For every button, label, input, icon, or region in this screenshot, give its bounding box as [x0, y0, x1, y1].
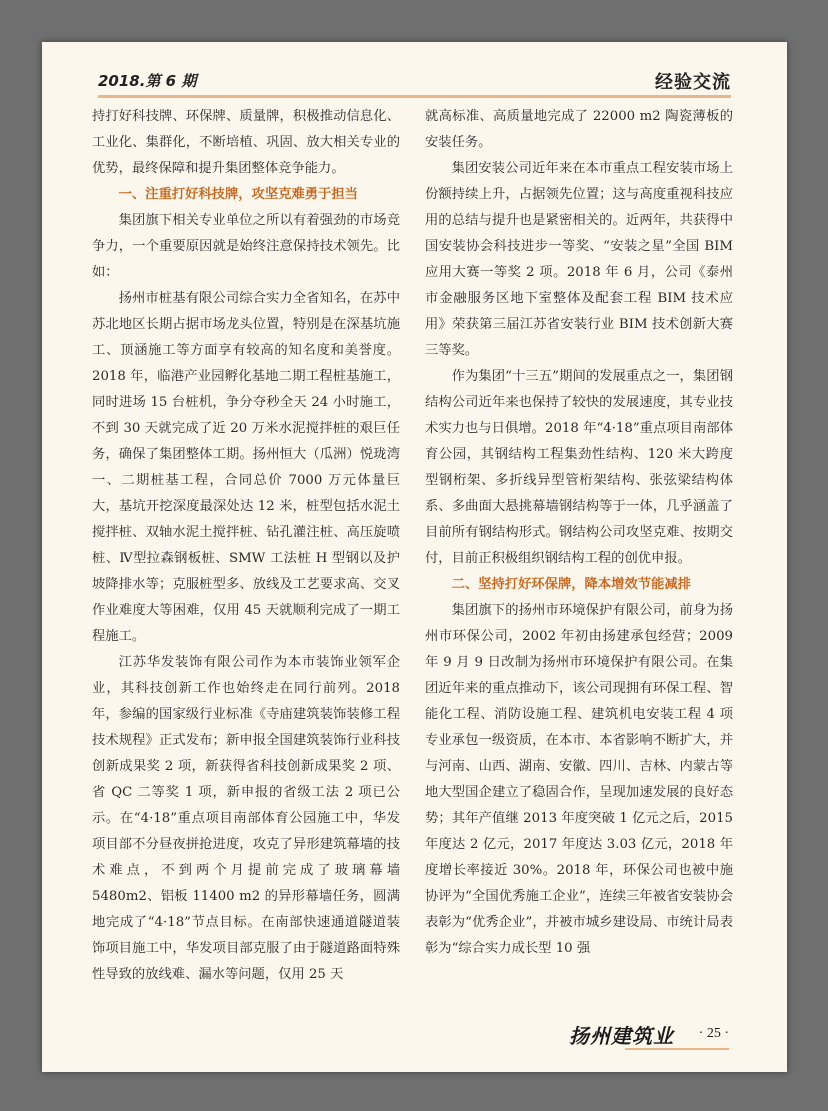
paragraph: 江苏华发装饰有限公司作为本市装饰业领军企业，其科技创新工作也始终走在同行前列。2018 年，参编的国家级行业标准《寺庙建筑装饰装修工程技术规程》正式发布；新申报全国建筑装饰行业科技创新成果奖 2 项，新获得省科技创新成果奖 2 项、省 QC 二等奖 1 项，新申报的省级工法 2 项已公示。在“4·18”重点项目南部体育公园施工中，华发项目部不分昼夜拼抢进度，攻克了异形建筑幕墙的技术难点，不到两个月提前完成了玻璃幕墙 5480m2、铝板 11400 m2 的异形幕墙任务，圆满地完成了“4·18”节点目标。在南部快速通道隧道装饰项目施工中，华发项目部克服了由于隧道路面特殊性导致的放线难、漏水等问题，仅用 25 天	[92, 655, 400, 982]
page-footer	[569, 1020, 729, 1050]
left-column	[92, 104, 400, 988]
right-column	[425, 104, 733, 962]
section-heading: 一、注重打好科技牌，攻坚克难勇于担当	[118, 187, 358, 202]
section-title: 经验交流	[655, 72, 731, 93]
document-page	[42, 42, 787, 1072]
page-header	[98, 68, 731, 96]
paragraph: 集团旗下相关专业单位之所以有着强劲的市场竞争力，一个重要原因就是始终注意保持技术领先。比如：	[92, 213, 400, 280]
header-rule	[98, 95, 731, 98]
page-number: · 25 ·	[698, 1026, 729, 1041]
footer-rule	[625, 1048, 729, 1050]
section-heading: 二、坚持打好环保牌，降本增效节能减排	[451, 577, 691, 592]
issue-label: 2018.第 6 期	[98, 72, 197, 90]
paragraph: 就高标准、高质量地完成了 22000 m2 陶瓷薄板的安装任务。	[425, 109, 733, 150]
paragraph: 集团安装公司近年来在本市重点工程安装市场上份额持续上升，占据领先位置；这与高度重视科技应用的总结与提升也是紧密相关的。近两年，共获得中国安装协会科技进步一等奖、“安装之星”全国 BIM 应用大赛一等奖 2 项。2018 年 6 月，公司《泰州市金融服务区地下室整体及配套工程 BIM 技术应用》荣获第三届江苏省安装行业 BIM 技术创新大赛三等奖。	[425, 161, 733, 358]
paragraph: 持打好科技牌、环保牌、质量牌，积极推动信息化、工业化、集群化，不断培植、巩固、放大相关专业的优势，最终保障和提升集团整体竞争能力。	[92, 109, 400, 176]
paragraph: 集团旗下的扬州市环境保护有限公司，前身为扬州市环保公司，2002 年初由扬建承包经营；2009 年 9 月 9 日改制为扬州市环境保护有限公司。在集团近年来的重点推动下，该公司现拥有环保工程、智能化工程、消防设施工程、建筑机电安装工程 4 项专业承包一级资质，在本市、本省影响不断扩大，并与河南、山西、湖南、安徽、四川、吉林、内蒙古等地大型国企建立了稳固合作，呈现加速发展的良好态势；其年产值继 2013 年度突破 1 亿元之后，2015 年度达 2 亿元，2017 年度达 3.03 亿元，2018 年度增长率接近 30%。2018 年，环保公司也被中施协评为“全国优秀施工企业”，连续三年被省安装协会表彰为“优秀企业”，并被市城乡建设局、市统计局表彰为“综合实力成长型 10 强	[425, 603, 733, 956]
paragraph: 作为集团“十三五”期间的发展重点之一，集团钢结构公司近年来也保持了较快的发展速度，其专业技术实力也与日俱增。2018 年“4·18”重点项目南部体育公园，其钢结构工程集劲性结构、120 米大跨度型钢桁架、多折线异型管桁架结构、张弦梁结构体系、多曲面大悬挑幕墙钢结构等于一体，几乎涵盖了目前所有钢结构形式。钢结构公司攻坚克难、按期交付，目前正积极组织钢结构工程的创优申报。	[425, 369, 733, 566]
paragraph: 扬州市桩基有限公司综合实力全省知名，在苏中苏北地区长期占据市场龙头位置，特别是在深基坑施工、顶涵施工等方面享有较高的知名度和美誉度。2018 年，临港产业园孵化基地二期工程桩基施工，同时进场 15 台桩机，争分夺秒全天 24 小时施工，不到 30 天就完成了近 20 万米水泥搅拌桩的艰巨任务，确保了集团整体工期。扬州恒大（瓜洲）悦珑湾一、二期桩基工程，合同总价 7000 万元体量巨大，基坑开挖深度最深处达 12 米，桩型包括水泥土搅拌桩、双轴水泥土搅拌桩、钻孔灌注桩、高压旋喷桩、Ⅳ型拉森钢板桩、SMW 工法桩 H 型钢以及护坡降排水等；克服桩型多、放线及工艺要求高、交叉作业难度大等困难，仅用 45 天就顺利完成了一期工程施工。	[92, 291, 400, 644]
magazine-logo: 扬州建筑业	[569, 1024, 674, 1048]
